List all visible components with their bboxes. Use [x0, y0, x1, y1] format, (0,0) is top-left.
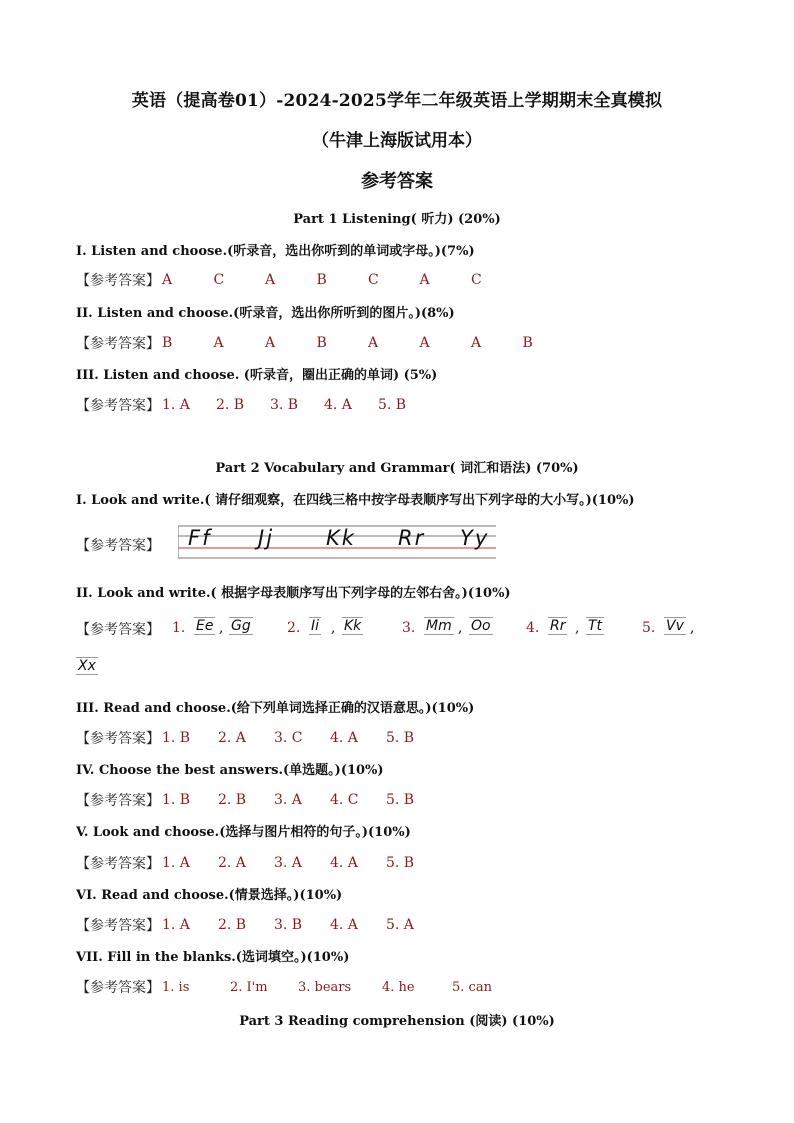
handwritten-letter: Ff — [188, 526, 212, 550]
handwritten-pair: Vv — [666, 618, 684, 634]
answer-item: 5. B — [386, 730, 415, 746]
question-heading: I. Look and write.( 请仔细观察，在四线三格中按字母表顺序写出下列字母的大小写。)(10%) — [76, 493, 635, 508]
answer-row — [76, 728, 442, 748]
handwritten-pair: Rr — [550, 618, 566, 634]
comma: , — [331, 620, 336, 636]
answer-item: 2. A — [218, 730, 246, 746]
item-number: 3. — [402, 620, 416, 636]
handwritten-letter: Rr — [398, 526, 426, 550]
document-subtitle: （牛津上海版试用本） — [312, 131, 482, 151]
handwritten-pair: Tt — [588, 618, 603, 634]
answer-item: 1. B — [162, 730, 191, 746]
answer-item: 5. B — [386, 792, 415, 808]
answer-label: 【参考答案】 — [76, 793, 160, 809]
part3-title: Part 3 Reading comprehension (阅读) (10%) — [239, 1014, 555, 1029]
answer-item: A — [162, 272, 173, 288]
answer-item: 2. B — [218, 792, 247, 808]
answer-item: 1. A — [162, 397, 190, 413]
answer-item: 4. A — [324, 397, 352, 413]
handwritten-letter: Jj — [258, 526, 275, 550]
answer-item: 1. A — [162, 917, 190, 933]
answer-row — [76, 915, 442, 935]
item-number: 2. — [287, 620, 301, 636]
answer-item: 4. he — [382, 979, 415, 995]
answer-row — [76, 977, 522, 997]
answer-row — [76, 853, 442, 873]
answer-item: 5. A — [386, 917, 414, 933]
answer-label: 【参考答案】 — [76, 622, 160, 638]
answer-item: B — [522, 335, 533, 351]
answer-item: 4. A — [330, 730, 358, 746]
answer-label: 【参考答案】 — [76, 398, 160, 414]
answer-item: 5. B — [378, 397, 407, 413]
answer-item: A — [471, 335, 482, 351]
answer-item: 2. A — [218, 855, 246, 871]
comma: , — [458, 620, 463, 636]
answer-item: 3. B — [274, 917, 303, 933]
comma: , — [690, 620, 695, 636]
answer-row — [76, 790, 442, 810]
answer-item: B — [316, 272, 327, 288]
part2-title: Part 2 Vocabulary and Grammar( 词汇和语法) (70%) — [215, 461, 579, 476]
handwritten-pair: Ii — [311, 618, 320, 634]
answer-item: 1. is — [162, 979, 190, 995]
answer-row — [76, 535, 162, 555]
answer-label: 【参考答案】 — [76, 856, 160, 872]
answer-item: 3. A — [274, 792, 302, 808]
question-heading: VI. Read and choose.(情景选择。)(10%) — [76, 888, 343, 903]
answer-row — [76, 333, 574, 353]
question-heading: V. Look and choose.(选择与图片相符的句子。)(10%) — [76, 825, 411, 840]
answer-item: 3. B — [270, 397, 299, 413]
handwritten-letter: Yy — [460, 526, 490, 550]
answer-item: A — [419, 272, 430, 288]
answer-item: 3. A — [274, 855, 302, 871]
answer-item: 1. A — [162, 855, 190, 871]
answer-item: C — [471, 272, 482, 288]
answer-item: 4. A — [330, 855, 358, 871]
comma: , — [575, 620, 580, 636]
part1-title: Part 1 Listening( 听力) (20%) — [293, 212, 501, 227]
answer-label: 【参考答案】 — [76, 273, 160, 289]
answer-heading: 参考答案 — [361, 171, 433, 192]
answer-item: A — [419, 335, 430, 351]
answer-label: 【参考答案】 — [76, 336, 160, 352]
question-heading: VII. Fill in the blanks.(选词填空。)(10%) — [76, 950, 350, 965]
item-number: 1. — [172, 620, 186, 636]
answer-label: 【参考答案】 — [76, 980, 160, 996]
question-heading: III. Read and choose.(给下列单词选择正确的汉语意思。)(10%) — [76, 701, 475, 716]
answer-item: 5. can — [452, 979, 492, 995]
question-heading: IV. Choose the best answers.(单选题。)(10%) — [76, 763, 384, 778]
question-heading: I. Listen and choose.(听录音，选出你听到的单词或字母。)(7%) — [76, 244, 475, 259]
answer-label: 【参考答案】 — [76, 538, 160, 554]
document-title: 英语（提高卷01）-2024-2025学年二年级英语上学期期末全真模拟 — [131, 91, 663, 111]
answer-item: B — [162, 335, 173, 351]
answer-item: 5. B — [386, 855, 415, 871]
answer-item: 2. B — [218, 917, 247, 933]
answer-item: 2. I'm — [230, 979, 268, 995]
answer-item: B — [316, 335, 327, 351]
question-heading: III. Listen and choose. (听录音，圈出正确的单词) (5%) — [76, 368, 438, 383]
answer-label: 【参考答案】 — [76, 731, 160, 747]
answer-label: 【参考答案】 — [76, 918, 160, 934]
answer-item: C — [213, 272, 225, 288]
answer-item: 3. bears — [298, 979, 352, 995]
answer-item: A — [213, 335, 224, 351]
handwritten-pair: Oo — [471, 618, 491, 634]
item-number: 4. — [526, 620, 540, 636]
comma: , — [219, 620, 224, 636]
answer-item: A — [265, 272, 276, 288]
answer-item: 2. B — [216, 397, 245, 413]
answer-item: 4. C — [330, 792, 359, 808]
answer-row — [76, 619, 162, 639]
answer-item: A — [265, 335, 276, 351]
question-heading: II. Look and write.( 根据字母表顺序写出下列字母的左邻右舍。)(10%) — [76, 586, 511, 601]
answer-item: 4. A — [330, 917, 358, 933]
handwritten-pair: Mm — [426, 618, 452, 634]
answer-row — [76, 395, 432, 415]
answer-item: A — [368, 335, 379, 351]
handwritten-letter: Kk — [326, 526, 356, 550]
item-number: 5. — [642, 620, 656, 636]
handwritten-pair: Xx — [78, 658, 96, 674]
handwritten-pair: Gg — [231, 618, 251, 634]
answer-item: 3. C — [274, 730, 303, 746]
answer-item: C — [368, 272, 379, 288]
handwritten-pair: Ee — [196, 618, 214, 634]
handwritten-pair: Kk — [344, 618, 362, 634]
answer-item: 1. B — [162, 792, 191, 808]
question-heading: II. Listen and choose.(听录音，选出你所听到的图片。)(8%) — [76, 306, 455, 321]
answer-row — [76, 270, 523, 290]
